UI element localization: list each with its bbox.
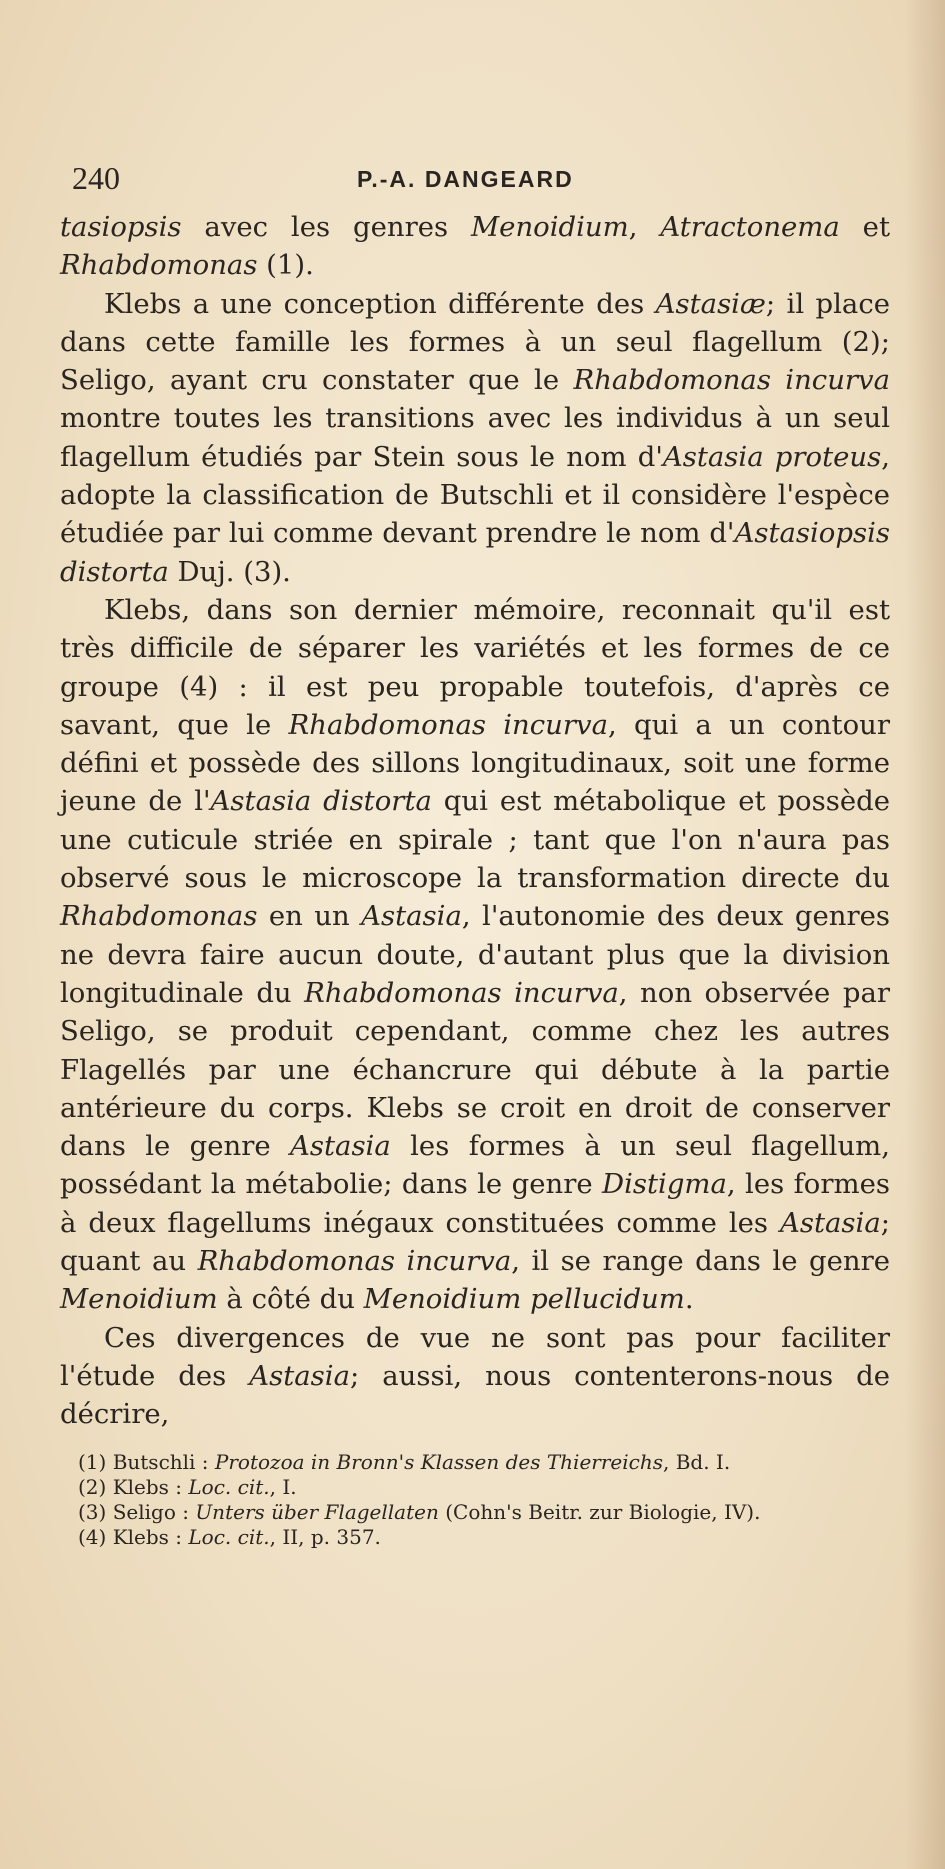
italic-term: Unters über Flagellaten xyxy=(195,1500,439,1524)
italic-term: Rhabdomonas incurva xyxy=(197,1245,512,1278)
text-run: Ces divergences de vue ne sont pas pour faciliter l'étude des xyxy=(60,1321,890,1392)
italic-term: Rhabdomonas incurva xyxy=(288,708,608,741)
text-run: (1). xyxy=(257,249,314,282)
body-text xyxy=(60,208,890,1434)
italic-term: Loc. cit. xyxy=(188,1475,270,1499)
text-run: Klebs, dans son dernier mémoire, reconnait qu'il est très difficile de séparer les variétés et les formes de ce groupe (4) : il est peu propable toutefois, d'après ce savant, que le xyxy=(60,593,890,741)
text-run: Duj. (3). xyxy=(168,555,291,588)
italic-term: Menoidium pellucidum xyxy=(363,1283,685,1316)
running-head: P.-A. DANGEARD xyxy=(357,166,574,192)
text-run: les formes à un seul flagellum, possédant la métabolie; dans le genre xyxy=(60,1130,890,1201)
italic-term: Rhabdomonas incurva xyxy=(573,364,890,397)
footnote xyxy=(78,1525,878,1550)
text-run: et xyxy=(839,211,890,243)
page-number: 240 xyxy=(72,160,120,196)
text-run: , il se range dans le genre xyxy=(511,1245,891,1278)
text-run: montre toutes les transitions avec les individus à un seul flagellum étudiés par Stein sous le nom d' xyxy=(60,402,890,473)
italic-term: Astasia xyxy=(290,1130,391,1163)
text-run: (Cohn's Beitr. zur Biologie, IV). xyxy=(438,1500,761,1524)
text-run: en un xyxy=(257,900,362,933)
text-run: . xyxy=(684,1283,694,1316)
text-run: ; il place dans cette famille les formes à un seul flagellum (2); Seligo, ayant cru constater que le xyxy=(60,287,891,397)
text-run: (1) Butschli : xyxy=(78,1450,215,1474)
italic-term: Astasia xyxy=(361,900,462,933)
italic-term: Astasia xyxy=(249,1359,350,1392)
italic-term: Rhabdomonas xyxy=(60,249,258,282)
italic-term: Rhabdomonas xyxy=(60,900,258,933)
italic-term: Menoidium xyxy=(60,1283,218,1316)
text-run: , II, p. 357. xyxy=(269,1525,381,1549)
text-run: , I. xyxy=(269,1475,297,1499)
text-run: avec les genres xyxy=(181,211,472,243)
text-run: Klebs a une conception différente des xyxy=(104,287,656,320)
text-run: , l'autonomie des deux genres ne devra faire aucun doute, d'autant plus que la division longitudinale du xyxy=(60,900,890,1009)
italic-term: Astasia xyxy=(780,1206,881,1239)
paragraph xyxy=(60,208,890,285)
italic-term: Protozoa in Bronn's Klassen des Thierreichs xyxy=(214,1450,663,1474)
text-run: , xyxy=(628,211,661,243)
text-run: qui est métabolique et possède une cuticule striée en spirale ; tant que l'on n'aura pas observé sous le microscope la transformation directe du xyxy=(60,785,890,895)
text-run: ; quant au xyxy=(60,1206,890,1278)
text-run: , Bd. I. xyxy=(663,1450,731,1474)
page-header xyxy=(72,160,892,200)
footnote xyxy=(78,1450,878,1475)
italic-term: Menoidium xyxy=(471,211,629,243)
text-run: , qui a un contour défini et possède des sillons longitudinaux, soit une forme jeune de l' xyxy=(60,708,890,818)
text-run: (3) Seligo : xyxy=(78,1500,196,1524)
italic-term: Loc. cit. xyxy=(188,1525,270,1549)
italic-term: Astasia proteus xyxy=(662,440,882,473)
paragraph xyxy=(60,1319,890,1434)
text-run: ; aussi, nous contenterons-nous de décrire, xyxy=(60,1359,890,1431)
text-run: (2) Klebs : xyxy=(78,1475,189,1499)
footnote xyxy=(78,1500,878,1525)
text-run: , adopte la classification de Butschli et il considère l'espèce étudiée par lui comme devant prendre le nom d' xyxy=(60,440,890,550)
footnote xyxy=(78,1475,878,1500)
text-run: (4) Klebs : xyxy=(78,1525,189,1549)
text-run: , les formes à deux flagellums inégaux constituées comme les xyxy=(60,1168,890,1239)
italic-term: Distigma xyxy=(602,1168,727,1201)
italic-term: Rhabdomonas incurva xyxy=(304,976,619,1009)
footnotes xyxy=(78,1450,878,1550)
text-run: , non observée par Seligo, se produit cependant, comme chez les autres Flagellés par une échancrure qui débute à la partie antérieure du corps. Klebs se croit en droit de conserver dans le genre xyxy=(60,976,890,1163)
italic-term: Astasia distorta xyxy=(210,785,432,818)
text-run: à côté du xyxy=(217,1283,364,1316)
italic-term: tasiopsis xyxy=(60,211,182,243)
italic-term: Astasiæ xyxy=(655,287,766,320)
italic-term: Atractonema xyxy=(660,211,840,243)
page-edge-shadow xyxy=(905,0,945,1869)
italic-term: Astasiopsis distorta xyxy=(60,517,890,588)
paragraph xyxy=(60,285,890,591)
paragraph xyxy=(60,591,890,1319)
